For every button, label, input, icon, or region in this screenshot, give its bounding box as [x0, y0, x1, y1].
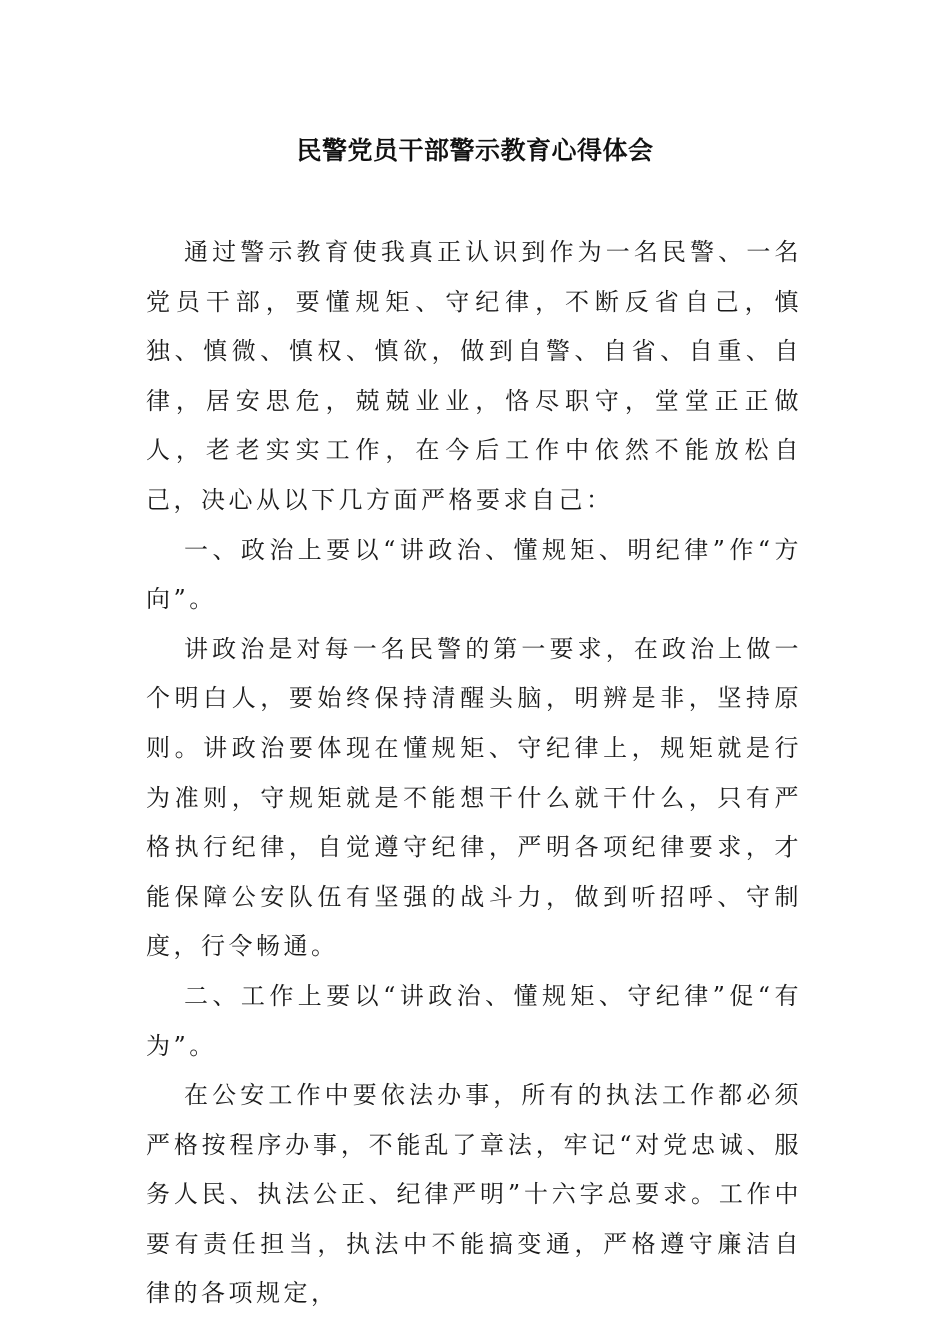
work-paragraph: 在公安工作中要依法办事，所有的执法工作都必须严格按程序办事，不能乱了章法，牢记“对党忠诚、服务人民、执法公正、纪律严明”十六字总要求。工作中要有责任担当，执法中不能搞变通，严格遵守廉洁自律的各项规定，: [146, 1081, 802, 1308]
document-title: 民警党员干部警示教育心得体会: [296, 136, 654, 165]
political-paragraph: 讲政治是对每一名民警的第一要求，在政治上做一个明白人，要始终保持清醒头脑，明辨是非，坚持原则。讲政治要体现在懂规矩、守纪律上，规矩就是行为准则，守规矩就是不能想干什么就干什么，只有严格执行纪律，自觉遵守纪律，严明各项纪律要求，才能保障公安队伍有坚强的战斗力，做到听招呼、守制度，行令畅通。: [146, 634, 802, 961]
document-body: [146, 228, 802, 1319]
section-heading-political: 一、政治上要以“讲政治、懂规矩、明纪律”作“方向”。: [146, 535, 802, 614]
intro-paragraph: 通过警示教育使我真正认识到作为一名民警、一名党员干部，要懂规矩、守纪律，不断反省自己，慎独、慎微、慎权、慎欲，做到自警、自省、自重、自律，居安思危，兢兢业业，恪尽职守，堂堂正正做人，老老实实工作，在今后工作中依然不能放松自己，决心从以下几方面严格要求自己：: [146, 238, 802, 514]
section-heading-work: 二、工作上要以“讲政治、懂规矩、守纪律”促“有为”。: [146, 981, 802, 1060]
